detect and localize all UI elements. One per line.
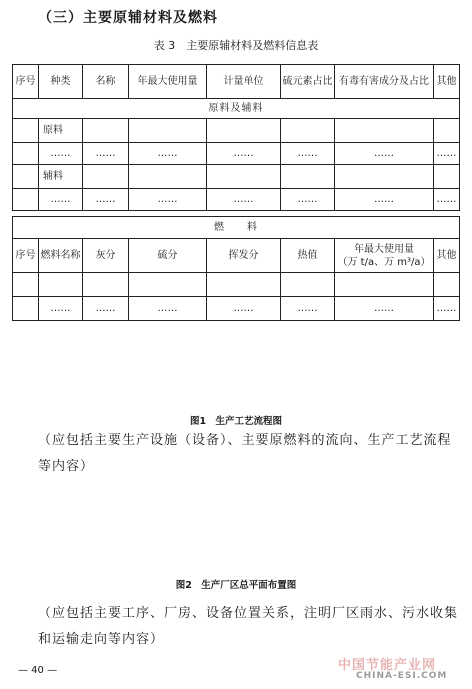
table-cell: [335, 165, 434, 189]
fuel-table: [12, 216, 460, 321]
figure2-note: （应包括主要工序、厂房、设备位置关系，注明厂区雨水、污水收集和运输走向等内容）: [38, 606, 459, 647]
figure1-caption: 图1 生产工艺流程图: [189, 416, 283, 427]
table-cell: [83, 119, 129, 143]
table-cell: [13, 189, 39, 211]
ellipsis-cell: ……: [281, 143, 335, 165]
ellipsis-cell: ……: [434, 297, 460, 321]
table-caption: 表 3 主要原辅材料及燃料信息表: [153, 39, 319, 52]
header-cell: 有毒有害成分及占比: [335, 65, 434, 99]
table-cell: [129, 165, 207, 189]
table-row: [13, 297, 460, 321]
ellipsis-cell: ……: [434, 143, 460, 165]
table-cell: [207, 119, 281, 143]
ellipsis-cell: ……: [39, 189, 83, 211]
table-cell: [13, 165, 39, 189]
table-row: [13, 119, 460, 143]
header-cell: 种类: [39, 65, 83, 99]
header-cell: 燃料名称: [39, 239, 83, 273]
section-row: [13, 99, 460, 119]
ellipsis-cell: ……: [434, 189, 460, 211]
ellipsis-cell: ……: [129, 297, 207, 321]
table-cell: [335, 119, 434, 143]
header-cell: 热值: [281, 239, 335, 273]
materials-table: [12, 64, 460, 211]
ellipsis-cell: ……: [281, 297, 335, 321]
table-cell: [207, 273, 281, 297]
header-cell: 挥发分: [207, 239, 281, 273]
table-cell: [335, 273, 434, 297]
figure1-note: （应包括主要生产设施（设备）、主要原燃料的流向、生产工艺流程等内容）: [38, 433, 452, 474]
ellipsis-cell: ……: [39, 297, 83, 321]
ellipsis-cell: ……: [335, 143, 434, 165]
header-cell: 计量单位: [207, 65, 281, 99]
watermark-url: CHINA-ESI.COM: [356, 671, 448, 681]
table-cell: [39, 273, 83, 297]
ellipsis-cell: ……: [129, 143, 207, 165]
table-row: [13, 273, 460, 297]
header-cell: 硫元素占比: [281, 65, 335, 99]
table-cell: [434, 119, 460, 143]
figure2-caption: 图2 生产厂区总平面布置图: [175, 580, 297, 591]
table-cell: [434, 273, 460, 297]
ellipsis-cell: ……: [83, 143, 129, 165]
header-cell: 硫分: [129, 239, 207, 273]
table-cell: [129, 273, 207, 297]
header-cell: 灰分: [83, 239, 129, 273]
header-cell: 其他: [434, 65, 460, 99]
header-cell: 其他: [434, 239, 460, 273]
table-cell: [281, 273, 335, 297]
row-label-aux: 辅料: [39, 165, 83, 189]
header-row: [13, 65, 460, 99]
table-row: [13, 143, 460, 165]
ellipsis-cell: ……: [281, 189, 335, 211]
header-row: [13, 239, 460, 273]
table-cell: [13, 297, 39, 321]
table-row: [13, 189, 460, 211]
table-cell: [13, 143, 39, 165]
table-cell: [83, 165, 129, 189]
ellipsis-cell: ……: [335, 297, 434, 321]
header-cell: 年最大使用量: [129, 65, 207, 99]
header-line: 年最大使用量: [354, 243, 414, 255]
section-title: （三）主要原辅材料及燃料: [38, 10, 218, 26]
table-row: [13, 165, 460, 189]
row-label-raw: 原料: [39, 119, 83, 143]
table-cell: [434, 165, 460, 189]
table-cell: [281, 119, 335, 143]
table-cell: [13, 119, 39, 143]
table-cell: [207, 165, 281, 189]
table-cell: [13, 273, 39, 297]
section-label: 燃 料: [13, 217, 460, 239]
watermark-name: 中国节能产业网: [338, 658, 437, 673]
header-unit: （万 t/a、万 m³/a）: [337, 256, 431, 268]
page-number: — 40 —: [18, 665, 58, 676]
ellipsis-cell: ……: [335, 189, 434, 211]
ellipsis-cell: ……: [129, 189, 207, 211]
header-cell: 名称: [83, 65, 129, 99]
ellipsis-cell: ……: [83, 297, 129, 321]
section-row: [13, 217, 460, 239]
ellipsis-cell: ……: [83, 189, 129, 211]
ellipsis-cell: ……: [207, 189, 281, 211]
header-cell: 序号: [13, 65, 39, 99]
table-cell: [129, 119, 207, 143]
table-cell: [281, 165, 335, 189]
section-label: 原料及辅料: [13, 99, 460, 119]
ellipsis-cell: ……: [207, 143, 281, 165]
ellipsis-cell: ……: [207, 297, 281, 321]
header-cell: 序号: [13, 239, 39, 273]
table-cell: [83, 273, 129, 297]
header-cell: [335, 239, 434, 273]
ellipsis-cell: ……: [39, 143, 83, 165]
